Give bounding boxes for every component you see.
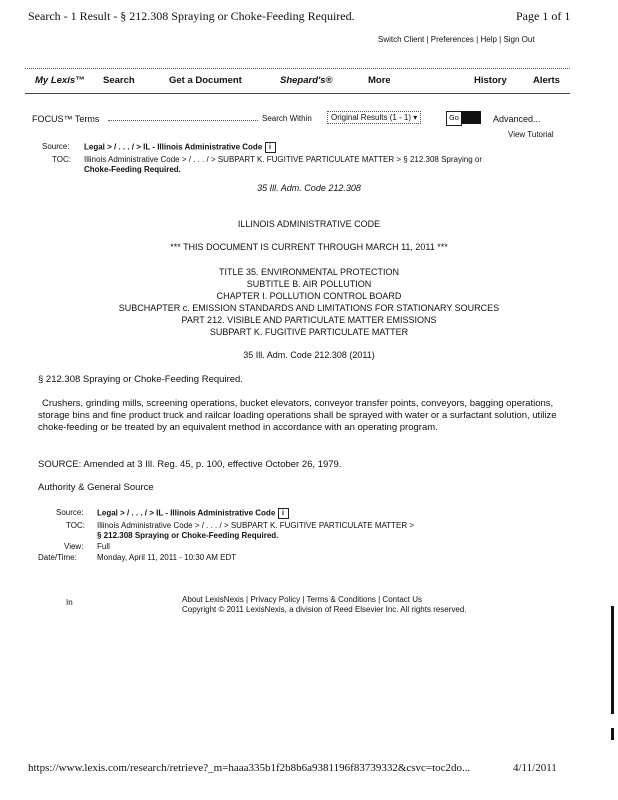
hierarchy-part: PART 212. VISIBLE AND PARTICULATE MATTER EMISSIONS xyxy=(181,315,437,325)
search-go-icon[interactable] xyxy=(461,111,481,124)
source-link[interactable]: Legal > / . . . / > IL - Illinois Administrative Code xyxy=(84,142,263,152)
print-header-title: Search - 1 Result - § 212.308 Spraying or Choke-Feeding Required. xyxy=(28,9,355,23)
search-within-select[interactable] xyxy=(327,111,421,124)
currency-notice: *** THIS DOCUMENT IS CURRENT THROUGH MARCH 11, 2011 *** xyxy=(170,242,448,252)
footer-toc-cont: § 212.308 Spraying or Choke-Feeding Required. xyxy=(97,531,279,540)
focus-terms-input[interactable] xyxy=(108,106,258,121)
nav-history[interactable]: History xyxy=(474,75,507,86)
info-icon[interactable]: i xyxy=(278,508,289,519)
focus-label: FOCUS™ Terms xyxy=(32,114,100,124)
switch-client-link[interactable]: Switch Client xyxy=(378,35,425,44)
copyright: Copyright © 2011 LexisNexis, a division of Reed Elsevier Inc. All rights reserved. xyxy=(182,605,467,614)
view-tutorial-link[interactable]: View Tutorial xyxy=(508,130,554,139)
footer-datetime-label: Date/Time: xyxy=(38,553,77,562)
footer-view-label: View: xyxy=(64,542,84,551)
full-citation: 35 Ill. Adm. Code 212.308 (2011) xyxy=(243,350,375,360)
section-heading: § 212.308 Spraying or Choke-Feeding Required. xyxy=(38,374,243,385)
hierarchy-chapter: CHAPTER I. POLLUTION CONTROL BOARD xyxy=(216,291,402,301)
nav-shepards[interactable]: Shepard's® xyxy=(280,75,333,86)
footer-view-value: Full xyxy=(97,542,110,551)
sign-out-link[interactable]: Sign Out xyxy=(503,35,535,44)
nav-alerts[interactable]: Alerts xyxy=(533,75,560,86)
nav-my-lexis[interactable]: My Lexis™ xyxy=(35,75,85,86)
source-label: Source: xyxy=(42,142,70,151)
print-page-number: Page 1 of 1 xyxy=(516,9,571,23)
search-within-label: Search Within xyxy=(262,114,312,123)
preferences-link[interactable]: Preferences xyxy=(430,35,474,44)
hierarchy-subchapter: SUBCHAPTER c. EMISSION STANDARDS AND LIMITATIONS FOR STATIONARY SOURCES xyxy=(118,303,500,313)
scan-edge-rule xyxy=(611,606,614,714)
search-within-value: Original Results (1 - 1) xyxy=(331,113,412,122)
code-title: ILLINOIS ADMINISTRATIVE CODE xyxy=(237,219,381,229)
nav-search[interactable]: Search xyxy=(103,75,135,86)
scan-edge-rule xyxy=(611,728,614,740)
terms-link[interactable]: Terms & Conditions xyxy=(306,595,376,604)
toc-breadcrumb-cont: Choke-Feeding Required. xyxy=(84,165,181,174)
footer-toc-label: TOC: xyxy=(66,521,85,530)
utility-links: Switch Client | Preferences | Help | Sign Out xyxy=(378,35,535,44)
footer-datetime-value: Monday, April 11, 2011 - 10:30 AM EDT xyxy=(97,553,237,562)
go-button[interactable]: Go xyxy=(446,111,462,126)
authority-link[interactable]: Authority & General Source xyxy=(38,482,154,493)
main-nav xyxy=(25,68,570,94)
footer-source xyxy=(97,508,289,519)
about-link[interactable]: About LexisNexis xyxy=(182,595,244,604)
contact-link[interactable]: Contact Us xyxy=(382,595,422,604)
nav-more[interactable]: More xyxy=(368,75,391,86)
footer-source-label: Source: xyxy=(56,508,84,517)
citation-header: 35 Ill. Adm. Code 212.308 xyxy=(257,183,361,193)
footer-links: About LexisNexis | Privacy Policy | Terms & Conditions | Contact Us xyxy=(182,595,422,604)
advanced-link[interactable]: Advanced... xyxy=(493,114,541,124)
source-note: SOURCE: Amended at 3 Ill. Reg. 45, p. 100, effective October 26, 1979. xyxy=(38,459,342,470)
hierarchy-subtitle: SUBTITLE B. AIR POLLUTION xyxy=(246,279,372,289)
nav-get-a-document[interactable]: Get a Document xyxy=(169,75,242,86)
hierarchy-title: TITLE 35. ENVIRONMENTAL PROTECTION xyxy=(218,267,400,277)
privacy-link[interactable]: Privacy Policy xyxy=(250,595,301,604)
footer-toc[interactable]: Illinois Administrative Code > / . . . / > SUBPART K. FUGITIVE PARTICULATE MATTER > xyxy=(97,521,415,530)
toc-label: TOC: xyxy=(52,155,71,164)
chevron-down-icon: ▾ xyxy=(413,113,418,122)
lexisnexis-logo: In xyxy=(66,598,73,607)
toc-breadcrumb[interactable]: Illinois Administrative Code > / . . . / > SUBPART K. FUGITIVE PARTICULATE MATTER > § 212.308 Spraying or xyxy=(84,155,482,164)
footer-source-link[interactable]: Legal > / . . . / > IL - Illinois Administrative Code xyxy=(97,508,276,518)
section-text: Crushers, grinding mills, screening operations, bucket elevators, conveyor transfer points, conveyors, bagging operations, storage bins and fine product truck and railcar loading operations shall be sprayed with water or a surfactant solution, utilize choke-feeding or be treated by an equivalent method in accordance with an operating program. xyxy=(38,398,557,433)
breadcrumb-source xyxy=(84,142,276,153)
print-footer-date: 4/11/2011 xyxy=(513,762,557,774)
hierarchy-subpart: SUBPART K. FUGITIVE PARTICULATE MATTER xyxy=(209,327,409,337)
print-footer-url: https://www.lexis.com/research/retrieve?_m=haaa335b1f2b8b6a9381196f83739332&csvc=toc2do... xyxy=(28,762,471,774)
info-icon[interactable]: i xyxy=(265,142,276,153)
help-link[interactable]: Help xyxy=(480,35,497,44)
